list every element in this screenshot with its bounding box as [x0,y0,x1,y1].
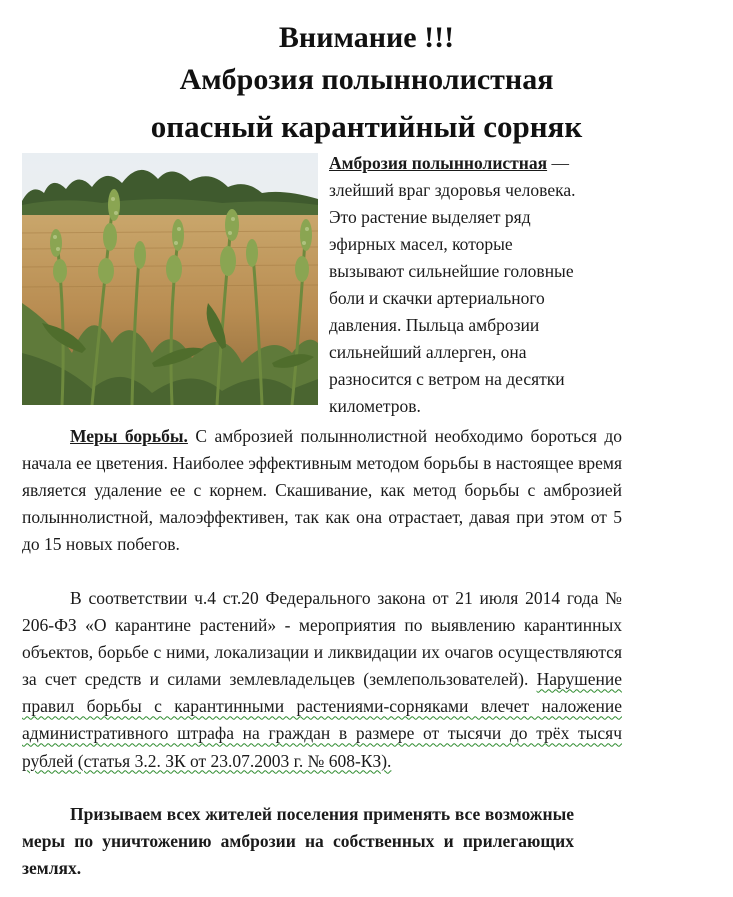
law-text: В соответствии ч.4 ст.20 Федерального закона от 21 июля 2014 года № 206-ФЗ «О карантине растений» - мероприятия по выявлению карантинных объектов, борьбе с ними, локализации и ликвидации их очагов осуществляются за счет средств и силами землевладельцев (землепользователей). [22,588,622,690]
intro-heading: Амброзия полыннолистная [329,153,548,173]
intro-text [329,150,634,420]
intro-line: разносится с ветром на десятки [329,369,565,389]
measures-heading: Меры борьбы. [70,426,188,446]
intro-dash: — [547,153,569,173]
appeal-text: Призываем всех жителей поселения применять все возможные меры по уничтожению амброзии на собственных и прилегающих землях. [22,804,574,879]
intro-first-line [329,150,634,177]
title-attention: Внимание !!! [278,21,455,54]
intro-line: злейший враг здоровья человека. [329,180,576,200]
title-plant-name: Амброзия полыннолистная [179,63,554,96]
penalty-warning: Нарушение правил борьбы с карантинными растениями-сорняками влечет наложение административного штрафа на граждан в размере от тысячи до трёх тысяч рублей (статья 3.2. ЗК от 23.07.2003 г. № 608-КЗ). [22,669,623,771]
measures-text: С амброзией полыннолистной необходимо бороться до начала ее цветения. Наиболее эффективным методом борьбы в настоящее время является удаление ее с корнем. Скашивание, как метод борьбы с амброзией полыннолистной, малоэффективен, так как она отрастает, давая при этом от 5 до 15 новых побегов. [22,426,622,555]
intro-line: Это растение выделяет ряд [329,207,531,227]
measures-paragraph [22,423,622,558]
appeal-paragraph [22,801,574,882]
intro-line: вызывают сильнейшие головные [329,261,574,281]
intro-line: сильнейший аллерген, она [329,342,527,362]
law-paragraph [22,585,622,775]
intro-line: давления. Пыльца амброзии [329,315,540,335]
title-subtitle: опасный карантийный сорняк [150,109,583,144]
intro-line: эфирных масел, которые [329,234,513,254]
intro-line: боли и скачки артериального [329,288,545,308]
ragweed-photo [22,153,318,405]
intro-line: километров. [329,396,421,416]
